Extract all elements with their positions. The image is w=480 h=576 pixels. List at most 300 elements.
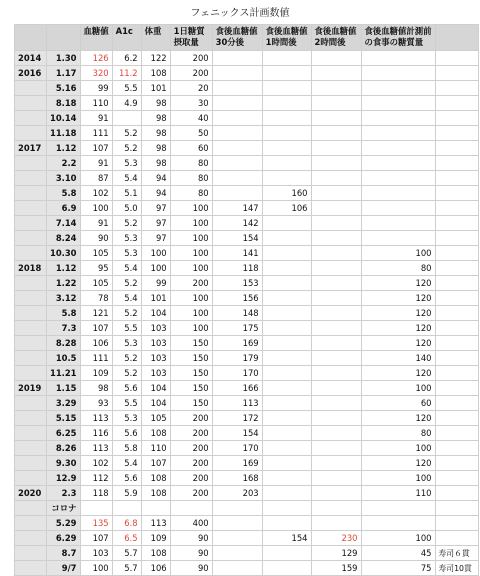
cell-p120: 159 (311, 561, 361, 576)
cell-carb: 100 (170, 291, 212, 306)
cell-p120 (311, 351, 361, 366)
cell-year: 2020 (15, 486, 47, 501)
cell-date: 3.10 (47, 171, 81, 186)
cell-note (435, 246, 478, 261)
cell-p60 (262, 246, 311, 261)
cell-p30: 203 (212, 486, 262, 501)
cell-date: 8.26 (47, 441, 81, 456)
cell-p30: 148 (212, 306, 262, 321)
cell-p60 (262, 276, 311, 291)
column-header-line: 血糖値 (83, 26, 109, 36)
cell-carb: 150 (170, 351, 212, 366)
cell-year (15, 471, 47, 486)
cell-bg: 95 (80, 261, 112, 276)
cell-note (435, 486, 478, 501)
table-row (15, 276, 479, 291)
cell-note (435, 471, 478, 486)
cell-date: 2.2 (47, 156, 81, 171)
cell-note (435, 366, 478, 381)
cell-carb: 60 (170, 141, 212, 156)
cell-carb: 80 (170, 186, 212, 201)
cell-carb: 30 (170, 96, 212, 111)
cell-bg: 100 (80, 561, 112, 576)
cell-p30 (212, 546, 262, 561)
cell-meal: 110 (361, 486, 435, 501)
cell-year (15, 246, 47, 261)
cell-w: 105 (141, 411, 170, 426)
cell-p120 (311, 201, 361, 216)
cell-a1c: 5.4 (112, 291, 141, 306)
cell-bg: 111 (80, 126, 112, 141)
cell-bg: 91 (80, 111, 112, 126)
table-row (15, 141, 479, 156)
cell-p60 (262, 321, 311, 336)
cell-w: 108 (141, 66, 170, 81)
cell-year: 2018 (15, 261, 47, 276)
cell-p60 (262, 51, 311, 66)
column-header-9 (361, 25, 435, 51)
cell-year (15, 186, 47, 201)
cell-p30: 179 (212, 351, 262, 366)
table-row (15, 396, 479, 411)
table-row (15, 201, 479, 216)
column-header-line: 体重 (144, 26, 162, 36)
table-row (15, 186, 479, 201)
table-row (15, 531, 479, 546)
cell-bg: 107 (80, 531, 112, 546)
cell-p30 (212, 51, 262, 66)
cell-note (435, 81, 478, 96)
column-header-line: 摂取量 (173, 37, 199, 47)
cell-p30 (212, 561, 262, 576)
cell-bg: 98 (80, 381, 112, 396)
cell-p120 (311, 261, 361, 276)
cell-p30: 141 (212, 246, 262, 261)
cell-date: 8.28 (47, 336, 81, 351)
table-row (15, 561, 479, 576)
cell-date: 10.5 (47, 351, 81, 366)
cell-p120 (311, 156, 361, 171)
cell-date: 2.3 (47, 486, 81, 501)
table-row (15, 411, 479, 426)
cell-year (15, 501, 47, 516)
cell-w: 103 (141, 336, 170, 351)
cell-p120 (311, 51, 361, 66)
cell-p120 (311, 81, 361, 96)
cell-date: 1.12 (47, 141, 81, 156)
cell-p60 (262, 396, 311, 411)
cell-bg: 93 (80, 396, 112, 411)
cell-bg: 110 (80, 96, 112, 111)
cell-p30 (212, 186, 262, 201)
cell-a1c: 5.2 (112, 276, 141, 291)
cell-year (15, 366, 47, 381)
cell-w: 98 (141, 156, 170, 171)
cell-year (15, 351, 47, 366)
cell-note: 寿司10貫 (435, 561, 478, 576)
table-row (15, 336, 479, 351)
cell-p120 (311, 366, 361, 381)
header-row (15, 25, 479, 51)
cell-note (435, 201, 478, 216)
cell-year: 2017 (15, 141, 47, 156)
cell-year (15, 531, 47, 546)
column-header-0 (15, 25, 47, 51)
cell-meal: 100 (361, 471, 435, 486)
cell-p60 (262, 216, 311, 231)
column-header-8 (311, 25, 361, 51)
cell-w: 98 (141, 96, 170, 111)
cell-carb: 150 (170, 381, 212, 396)
cell-carb: 90 (170, 531, 212, 546)
cell-p120 (311, 171, 361, 186)
cell-bg (80, 501, 112, 516)
cell-p30 (212, 531, 262, 546)
cell-carb: 100 (170, 321, 212, 336)
cell-bg: 121 (80, 306, 112, 321)
cell-p60 (262, 126, 311, 141)
cell-date: 8.18 (47, 96, 81, 111)
cell-p120 (311, 291, 361, 306)
cell-w: 103 (141, 351, 170, 366)
cell-carb: 200 (170, 276, 212, 291)
cell-carb: 100 (170, 201, 212, 216)
cell-date: 5.29 (47, 516, 81, 531)
cell-bg: 106 (80, 336, 112, 351)
cell-w: 103 (141, 321, 170, 336)
cell-a1c: 5.0 (112, 201, 141, 216)
cell-year: 2019 (15, 381, 47, 396)
cell-carb: 200 (170, 486, 212, 501)
cell-note (435, 396, 478, 411)
cell-bg: 126 (80, 51, 112, 66)
cell-p60 (262, 471, 311, 486)
cell-p120 (311, 186, 361, 201)
cell-p60 (262, 366, 311, 381)
cell-meal (361, 156, 435, 171)
cell-year (15, 426, 47, 441)
cell-a1c: 4.9 (112, 96, 141, 111)
cell-p120 (311, 66, 361, 81)
cell-date: 5.8 (47, 306, 81, 321)
cell-p30: 175 (212, 321, 262, 336)
cell-date: 1.30 (47, 51, 81, 66)
table-row (15, 246, 479, 261)
cell-p120 (311, 96, 361, 111)
cell-w: 110 (141, 441, 170, 456)
cell-p120 (311, 246, 361, 261)
cell-p30: 147 (212, 201, 262, 216)
cell-date: 5.15 (47, 411, 81, 426)
cell-p120 (311, 486, 361, 501)
cell-meal: 75 (361, 561, 435, 576)
cell-note (435, 501, 478, 516)
table-row (15, 456, 479, 471)
cell-carb: 150 (170, 366, 212, 381)
column-header-6 (212, 25, 262, 51)
cell-bg: 90 (80, 231, 112, 246)
table-row (15, 171, 479, 186)
table-row (15, 441, 479, 456)
cell-year (15, 411, 47, 426)
cell-year (15, 456, 47, 471)
cell-p30: 168 (212, 471, 262, 486)
cell-w: 99 (141, 276, 170, 291)
cell-p60 (262, 516, 311, 531)
cell-a1c: 5.6 (112, 381, 141, 396)
column-header-line: 食後血糖値 (215, 26, 258, 36)
table-row (15, 351, 479, 366)
cell-p30 (212, 66, 262, 81)
cell-p60 (262, 381, 311, 396)
cell-w: 108 (141, 546, 170, 561)
cell-date: 7.3 (47, 321, 81, 336)
cell-p60: 160 (262, 186, 311, 201)
cell-a1c (112, 501, 141, 516)
cell-meal (361, 96, 435, 111)
cell-p60 (262, 261, 311, 276)
cell-carb: 200 (170, 51, 212, 66)
cell-p60 (262, 486, 311, 501)
cell-meal (361, 81, 435, 96)
cell-date: 1.15 (47, 381, 81, 396)
cell-meal (361, 51, 435, 66)
cell-carb: 100 (170, 306, 212, 321)
cell-a1c: 5.2 (112, 216, 141, 231)
cell-date: 8.24 (47, 231, 81, 246)
cell-a1c: 5.7 (112, 546, 141, 561)
cell-p60 (262, 426, 311, 441)
table-row (15, 426, 479, 441)
cell-carb: 100 (170, 216, 212, 231)
cell-date: 11.18 (47, 126, 81, 141)
cell-bg: 102 (80, 186, 112, 201)
cell-p60 (262, 291, 311, 306)
cell-p30 (212, 156, 262, 171)
cell-bg: 113 (80, 411, 112, 426)
cell-bg: 105 (80, 276, 112, 291)
cell-date: コロナ (47, 501, 81, 516)
column-header-line: 30分後 (215, 37, 245, 47)
table-row (15, 231, 479, 246)
cell-p60: 154 (262, 531, 311, 546)
cell-a1c: 6.8 (112, 516, 141, 531)
table-row (15, 516, 479, 531)
cell-p30 (212, 126, 262, 141)
sheet-title: フェニックス計画数値 (190, 8, 290, 19)
cell-a1c: 11.2 (112, 66, 141, 81)
column-header-7 (262, 25, 311, 51)
cell-p30: 169 (212, 336, 262, 351)
cell-meal (361, 171, 435, 186)
table-row (15, 66, 479, 81)
cell-p60 (262, 171, 311, 186)
cell-p60 (262, 441, 311, 456)
cell-bg: 107 (80, 141, 112, 156)
cell-carb: 100 (170, 261, 212, 276)
cell-carb: 200 (170, 66, 212, 81)
cell-p120 (311, 306, 361, 321)
cell-p60 (262, 411, 311, 426)
cell-date: 5.8 (47, 186, 81, 201)
cell-carb: 200 (170, 441, 212, 456)
cell-carb: 200 (170, 471, 212, 486)
cell-note (435, 66, 478, 81)
cell-p60 (262, 456, 311, 471)
cell-year (15, 156, 47, 171)
cell-w: 109 (141, 531, 170, 546)
cell-a1c: 5.6 (112, 426, 141, 441)
cell-a1c: 5.3 (112, 336, 141, 351)
cell-w: 103 (141, 366, 170, 381)
cell-date: 10.30 (47, 246, 81, 261)
table-row (15, 96, 479, 111)
cell-carb: 50 (170, 126, 212, 141)
cell-p60 (262, 546, 311, 561)
cell-w: 122 (141, 51, 170, 66)
cell-p30: 172 (212, 411, 262, 426)
cell-p60 (262, 501, 311, 516)
cell-bg: 107 (80, 321, 112, 336)
cell-bg: 100 (80, 201, 112, 216)
cell-meal: 120 (361, 366, 435, 381)
cell-w: 108 (141, 486, 170, 501)
cell-note (435, 111, 478, 126)
cell-w: 98 (141, 126, 170, 141)
cell-p60 (262, 81, 311, 96)
cell-a1c: 5.9 (112, 486, 141, 501)
cell-p120 (311, 276, 361, 291)
cell-w: 107 (141, 456, 170, 471)
cell-p60 (262, 96, 311, 111)
cell-w: 97 (141, 216, 170, 231)
cell-note (435, 156, 478, 171)
cell-note (435, 336, 478, 351)
cell-date: 9.30 (47, 456, 81, 471)
table-row (15, 381, 479, 396)
cell-note (435, 171, 478, 186)
column-header-line: の食事の糖質量 (364, 37, 424, 47)
cell-meal: 100 (361, 246, 435, 261)
cell-p30: 153 (212, 276, 262, 291)
cell-carb: 200 (170, 411, 212, 426)
cell-p120 (311, 231, 361, 246)
table-row (15, 471, 479, 486)
cell-meal (361, 201, 435, 216)
cell-meal: 120 (361, 336, 435, 351)
cell-year (15, 516, 47, 531)
cell-meal (361, 126, 435, 141)
cell-p60 (262, 306, 311, 321)
cell-p30 (212, 501, 262, 516)
cell-date: 11.21 (47, 366, 81, 381)
cell-meal: 140 (361, 351, 435, 366)
cell-p30 (212, 171, 262, 186)
cell-carb: 40 (170, 111, 212, 126)
cell-note (435, 531, 478, 546)
cell-p30: 166 (212, 381, 262, 396)
table-row (15, 156, 479, 171)
cell-year (15, 396, 47, 411)
cell-year (15, 321, 47, 336)
cell-p30: 170 (212, 441, 262, 456)
column-header-2 (80, 25, 112, 51)
cell-meal: 100 (361, 441, 435, 456)
cell-bg: 78 (80, 291, 112, 306)
cell-p120: 129 (311, 546, 361, 561)
cell-meal (361, 516, 435, 531)
cell-note (435, 276, 478, 291)
table-body (15, 51, 479, 576)
cell-date: 5.16 (47, 81, 81, 96)
cell-carb: 80 (170, 156, 212, 171)
cell-note: 寿司６貫 (435, 546, 478, 561)
cell-year: 2014 (15, 51, 47, 66)
cell-year (15, 201, 47, 216)
cell-p60 (262, 156, 311, 171)
cell-year (15, 81, 47, 96)
cell-w: 104 (141, 381, 170, 396)
cell-meal: 60 (361, 396, 435, 411)
cell-p60 (262, 336, 311, 351)
cell-date: 8.7 (47, 546, 81, 561)
table-row (15, 216, 479, 231)
cell-p60 (262, 231, 311, 246)
cell-meal: 120 (361, 321, 435, 336)
table-row (15, 366, 479, 381)
cell-a1c (112, 111, 141, 126)
cell-note (435, 456, 478, 471)
cell-w: 108 (141, 471, 170, 486)
cell-meal (361, 186, 435, 201)
column-header-3 (112, 25, 141, 51)
cell-note (435, 96, 478, 111)
cell-note (435, 231, 478, 246)
cell-meal (361, 231, 435, 246)
cell-p120 (311, 216, 361, 231)
cell-p30: 169 (212, 456, 262, 471)
cell-bg: 112 (80, 471, 112, 486)
table-row (15, 51, 479, 66)
cell-a1c: 5.2 (112, 141, 141, 156)
cell-a1c: 5.7 (112, 561, 141, 576)
column-header-line: 食後血糖値計測前 (364, 26, 432, 36)
cell-bg: 320 (80, 66, 112, 81)
cell-a1c: 5.3 (112, 156, 141, 171)
cell-a1c: 5.5 (112, 81, 141, 96)
table-row (15, 126, 479, 141)
cell-a1c: 5.2 (112, 366, 141, 381)
cell-w: 94 (141, 186, 170, 201)
cell-carb: 400 (170, 516, 212, 531)
cell-bg: 103 (80, 546, 112, 561)
cell-note (435, 51, 478, 66)
cell-p60 (262, 351, 311, 366)
cell-bg: 111 (80, 351, 112, 366)
cell-p120 (311, 126, 361, 141)
cell-p60 (262, 111, 311, 126)
cell-a1c: 5.2 (112, 306, 141, 321)
cell-note (435, 426, 478, 441)
cell-bg: 91 (80, 216, 112, 231)
cell-a1c: 5.6 (112, 471, 141, 486)
cell-p120 (311, 456, 361, 471)
cell-a1c: 5.3 (112, 246, 141, 261)
cell-w: 100 (141, 246, 170, 261)
cell-carb: 90 (170, 561, 212, 576)
column-header-line: A1c (115, 26, 133, 36)
cell-p30 (212, 81, 262, 96)
